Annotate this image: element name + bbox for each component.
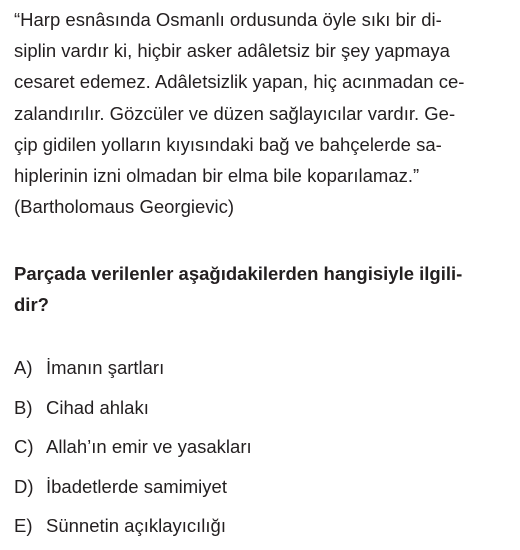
question-line: dir? — [14, 294, 49, 315]
passage-line: “Harp esnâsında Osmanlı ordusunda öyle sıkı bir di- — [14, 9, 442, 30]
question-line: Parçada verilenler aşağıdakilerden hangisiyle ilgili- — [14, 263, 463, 284]
option-letter: C) — [14, 436, 34, 457]
option-letter: E) — [14, 515, 33, 536]
answer-options — [14, 352, 514, 550]
option-text: İbadetlerde samimiyet — [46, 475, 227, 497]
passage-source: (Bartholomaus Georgievic) — [14, 196, 235, 218]
option-b[interactable] — [14, 392, 514, 432]
option-text: Sünnetin açıklayıcılığı — [46, 515, 226, 536]
passage-line: hiplerinin izni olmadan bir elma bile koparılamaz.” — [14, 164, 420, 186]
passage-text — [14, 4, 514, 222]
option-c[interactable] — [14, 431, 514, 471]
passage-line: siplin vardır ki, hiçbir asker adâletsiz bir şey yapmaya — [14, 40, 450, 62]
question-stem — [14, 258, 514, 320]
option-text: Cihad ahlakı — [46, 396, 149, 418]
passage-line: cesaret edemez. Adâletsizlik yapan, hiç acınmadan ce- — [14, 71, 465, 93]
option-d[interactable] — [14, 471, 514, 511]
passage-line: zalandırılır. Gözcüler ve düzen sağlayıcılar vardır. Ge- — [14, 102, 456, 124]
option-letter: B) — [14, 396, 33, 418]
option-text: Allah’ın emir ve yasakları — [46, 436, 252, 457]
passage-line: çip gidilen yolların kıyısındaki bağ ve bahçelerde sa- — [14, 133, 442, 155]
option-letter: A) — [14, 357, 33, 378]
option-text: İmanın şartları — [46, 357, 165, 378]
option-e[interactable] — [14, 510, 514, 550]
option-a[interactable] — [14, 352, 514, 392]
option-letter: D) — [14, 475, 34, 497]
